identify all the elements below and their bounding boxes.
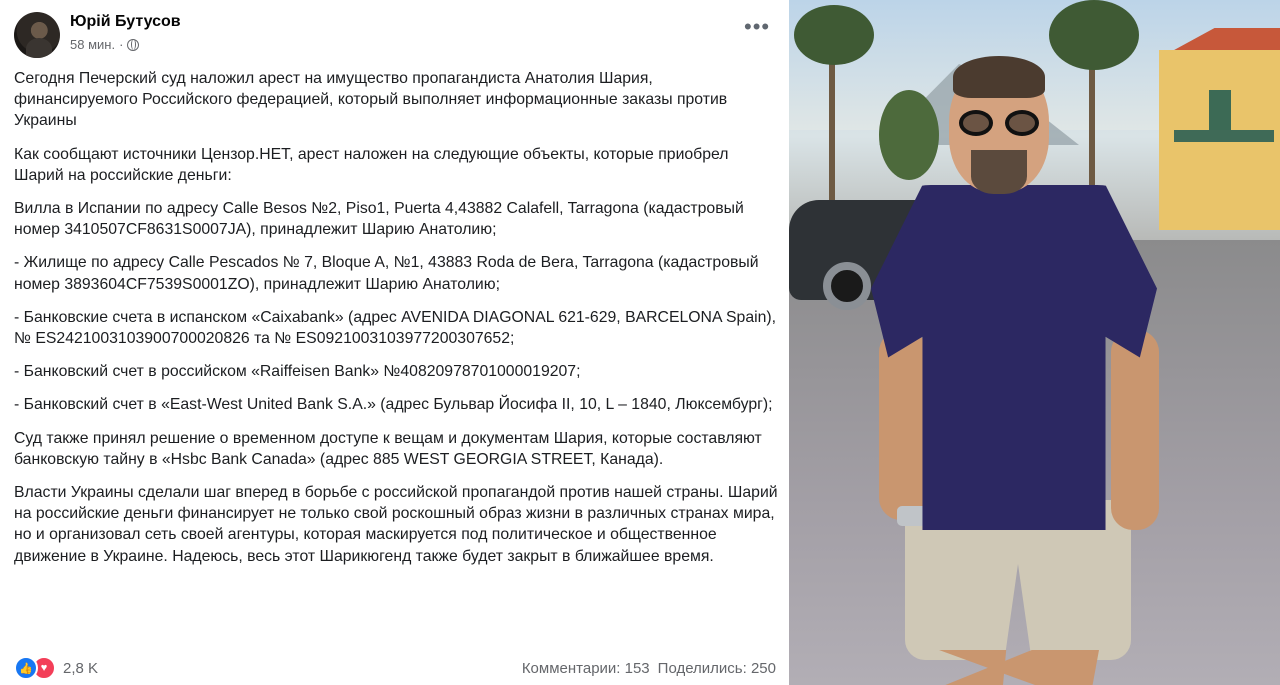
shares-count[interactable]: Поделились: 250 bbox=[657, 659, 776, 677]
reactions-count[interactable]: 2,8 K bbox=[63, 659, 99, 677]
like-reaction-icon: 👍 bbox=[14, 656, 38, 680]
post-meta bbox=[70, 37, 139, 52]
comments-count[interactable]: Комментарии: 153 bbox=[521, 659, 650, 677]
author-name[interactable]: Юрій Бутусов bbox=[70, 13, 181, 30]
meta-separator: · bbox=[119, 37, 124, 52]
globe-icon[interactable] bbox=[127, 39, 139, 51]
post-stats bbox=[522, 660, 776, 677]
post-paragraph: Вилла в Испании по адресу Calle Besos №2, Piso1, Puerta 4,43882 Calafell, Tarragona (кадастровый номер 3410507CF8631S0007JA), принадлежит Шарию Анатолию; bbox=[14, 200, 744, 239]
post-time[interactable]: 58 мин. bbox=[70, 37, 116, 52]
post-paragraph: Власти Украины сделали шаг вперед в борьбе с российской пропагандой против нашей страны. Шарий на российские деньги финансирует не только свой роскошный образ жизни в различных странах мира, но и организовал сеть своей агентуры, которая маскируется под политическое и общественное движение в Украине. Надеюсь, весь этот Шарикюгенд также будет закрыт в ближайшее время. bbox=[14, 484, 778, 565]
palm-trunk bbox=[829, 40, 835, 210]
post-body bbox=[14, 68, 778, 579]
palm-tree bbox=[794, 5, 874, 65]
post-paragraph: Суд также принял решение о временном доступе к вещам и документам Шария, которые составляют банковскую тайну в «Hsbc Bank Canada» (адрес 885 WEST GEORGIA STREET, Канада). bbox=[14, 429, 762, 468]
post-paragraph: - Жилище по адресу Calle Pescados № 7, Bloque A, №1, 43883 Roda de Bera, Tarragona (кадастровый номер 3893604CF7539S0001ZO), принадлежит Шарию Анатолию; bbox=[14, 254, 759, 293]
post-footer bbox=[14, 656, 776, 680]
tree bbox=[879, 90, 939, 180]
palm-tree bbox=[1049, 0, 1139, 70]
building-balcony bbox=[1174, 130, 1274, 142]
more-options-icon[interactable]: ••• bbox=[744, 14, 771, 39]
glasses-icon bbox=[959, 110, 1043, 136]
man-hair bbox=[953, 56, 1045, 98]
post-paragraph: - Банковский счет в «East-West United Bank S.A.» (адрес Бульвар Йосифа II, 10, L – 1840, Люксембург); bbox=[14, 396, 773, 414]
love-reaction-icon: ♥ bbox=[32, 656, 56, 680]
man-right-arm bbox=[1111, 330, 1159, 530]
post-paragraph: Сегодня Печерский суд наложил арест на имущество пропагандиста Анатолия Шария, финансируемого Российского федерацией, который выполняет информационные заказы против Украины bbox=[14, 70, 728, 130]
man-beard bbox=[971, 150, 1027, 194]
attached-photo[interactable] bbox=[789, 0, 1280, 685]
post-paragraph: - Банковский счет в российском «Raiffeisen Bank» №40820978701000019207; bbox=[14, 363, 581, 381]
man-left-arm bbox=[879, 330, 927, 520]
post-paragraph: Как сообщают источники Цензор.НЕТ, арест наложен на следующие объекты, которые приобрел Шарий на российские деньги: bbox=[14, 145, 729, 184]
reactions-summary[interactable] bbox=[14, 656, 98, 680]
car-wheel bbox=[823, 262, 871, 310]
building-window bbox=[1209, 90, 1231, 130]
author-avatar[interactable] bbox=[14, 12, 60, 58]
post-paragraph: - Банковские счета в испанском «Caixabank» (адрес AVENIDA DIAGONAL 621-629, BARCELONA Spain), № ES2421003103900700020826 та № ES0921003103977200307652; bbox=[14, 308, 777, 348]
